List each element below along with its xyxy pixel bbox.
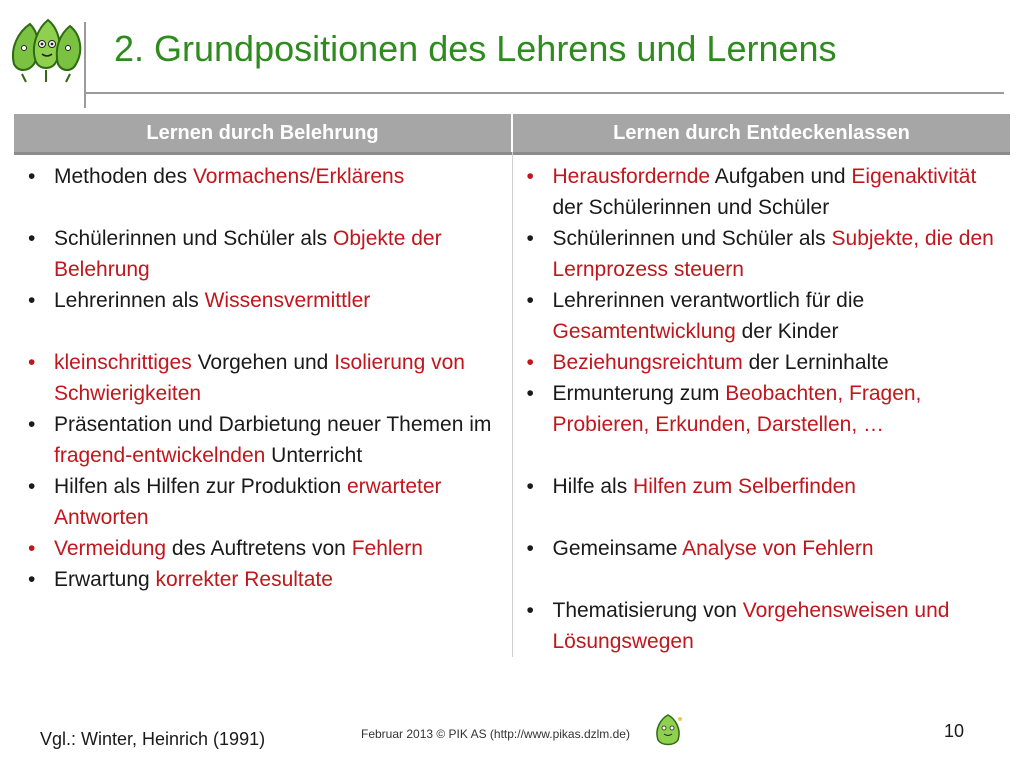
- highlighted-text: Wissensvermittler: [204, 289, 371, 312]
- item-text: Gemeinsame: [552, 537, 683, 560]
- highlighted-text: Eigenaktivität: [851, 165, 977, 188]
- bullet-icon: •: [526, 289, 534, 312]
- bullet-icon: •: [526, 537, 534, 560]
- bullet-icon: •: [526, 599, 534, 622]
- highlighted-text: Beziehungsreichtum: [552, 351, 743, 374]
- bullet-icon: •: [28, 289, 36, 312]
- highlighted-text: Subjekte, die den Lernprozess steuern: [552, 227, 994, 281]
- bullet-icon: •: [28, 227, 36, 250]
- highlighted-text: fragend-entwickelnden: [54, 444, 266, 467]
- header-horizontal-divider: [86, 92, 1004, 94]
- highlighted-text: Hilfen zum Selberfinden: [633, 475, 856, 498]
- bullet-icon: •: [28, 537, 36, 560]
- list-item: [20, 285, 506, 316]
- item-text: der Lerninhalte: [742, 351, 889, 374]
- page-number: 10: [944, 721, 965, 741]
- right-bullet-list: [519, 161, 1005, 657]
- bullet-icon: •: [28, 568, 36, 591]
- list-item: [519, 471, 1005, 502]
- item-text: der Schülerinnen und Schüler: [552, 196, 830, 219]
- item-text: Unterricht: [265, 444, 363, 467]
- pikas-leaves-logo-icon: [8, 18, 84, 84]
- bullet-icon: •: [28, 413, 36, 436]
- item-text: Thematisierung von: [552, 599, 743, 622]
- list-item: [20, 564, 506, 595]
- list-item: [20, 223, 506, 285]
- item-text: Aufgaben und: [710, 165, 852, 188]
- item-text: Methoden des: [54, 165, 193, 188]
- item-text: Hilfen als Hilfen zur Produktion: [54, 475, 347, 498]
- list-item: [519, 347, 1005, 378]
- list-item: [20, 533, 506, 564]
- bullet-icon: •: [28, 351, 36, 374]
- item-text: der Kinder: [735, 320, 839, 343]
- comparison-table: [14, 114, 1010, 657]
- header-right: Lernen durch Entdeckenlassen: [512, 114, 1010, 152]
- list-spacer: [20, 192, 506, 223]
- highlighted-text: kleinschrittiges: [54, 351, 192, 374]
- bullet-icon: •: [526, 165, 534, 188]
- pikas-leaf-mascot-icon: [652, 714, 684, 748]
- item-text: Erwartung: [54, 568, 156, 591]
- bullet-icon: •: [28, 165, 36, 188]
- highlighted-text: Analyse von Fehlern: [682, 537, 874, 560]
- header-left: Lernen durch Belehrung: [14, 114, 512, 152]
- item-text: Schülerinnen und Schüler als: [54, 227, 334, 250]
- page-title: 2. Grundpositionen des Lehrens und Lernens: [114, 28, 837, 69]
- footer-copyright: Februar 2013 © PIK AS (http://www.pikas.dzlm.de): [361, 727, 630, 741]
- list-item: [20, 347, 506, 409]
- list-item: [519, 285, 1005, 347]
- item-text: des Auftretens von: [166, 537, 352, 560]
- bullet-icon: •: [526, 382, 534, 405]
- item-text: Hilfe als: [552, 475, 634, 498]
- left-bullet-list: [20, 161, 506, 595]
- item-text: Lehrerinnen als: [54, 289, 205, 312]
- list-spacer: [519, 502, 1005, 533]
- highlighted-text: erwarteter Antworten: [54, 475, 442, 529]
- highlighted-text: Beobachten, Fragen, Probieren, Erkunden, Darstellen, …: [552, 382, 922, 436]
- bullet-icon: •: [526, 475, 534, 498]
- highlighted-text: Isolierung von Schwierigkeiten: [54, 351, 465, 405]
- list-item: [519, 533, 1005, 564]
- highlighted-text: Vorgehensweisen und Lösungswegen: [552, 599, 950, 653]
- bullet-icon: •: [526, 227, 534, 250]
- highlighted-text: Vormachens/Erklärens: [192, 165, 405, 188]
- highlighted-text: Gesamtentwicklung: [552, 320, 736, 343]
- list-item: [519, 378, 1005, 440]
- item-text: Lehrerinnen verantwortlich für die: [552, 289, 865, 312]
- highlighted-text: Herausfordernde: [552, 165, 711, 188]
- list-spacer: [519, 440, 1005, 471]
- list-item: [519, 161, 1005, 223]
- highlighted-text: Vermeidung: [54, 537, 167, 560]
- list-item: [519, 223, 1005, 285]
- list-item: [20, 161, 506, 192]
- highlighted-text: korrekter Resultate: [155, 568, 333, 591]
- bullet-icon: •: [28, 475, 36, 498]
- list-item: [519, 595, 1005, 657]
- highlighted-text: Fehlern: [351, 537, 423, 560]
- list-spacer: [519, 564, 1005, 595]
- header-vertical-divider: [84, 22, 86, 108]
- item-text: Präsentation und Darbietung neuer Themen im: [54, 413, 492, 436]
- reference-note: Vgl.: Winter, Heinrich (1991): [40, 729, 266, 749]
- item-text: Vorgehen und: [191, 351, 335, 374]
- list-item: [20, 409, 506, 471]
- item-text: Ermunterung zum: [552, 382, 726, 405]
- bullet-icon: •: [526, 351, 534, 374]
- highlighted-text: Objekte der Belehrung: [54, 227, 442, 281]
- item-text: Schülerinnen und Schüler als: [552, 227, 832, 250]
- list-item: [20, 471, 506, 533]
- list-spacer: [20, 316, 506, 347]
